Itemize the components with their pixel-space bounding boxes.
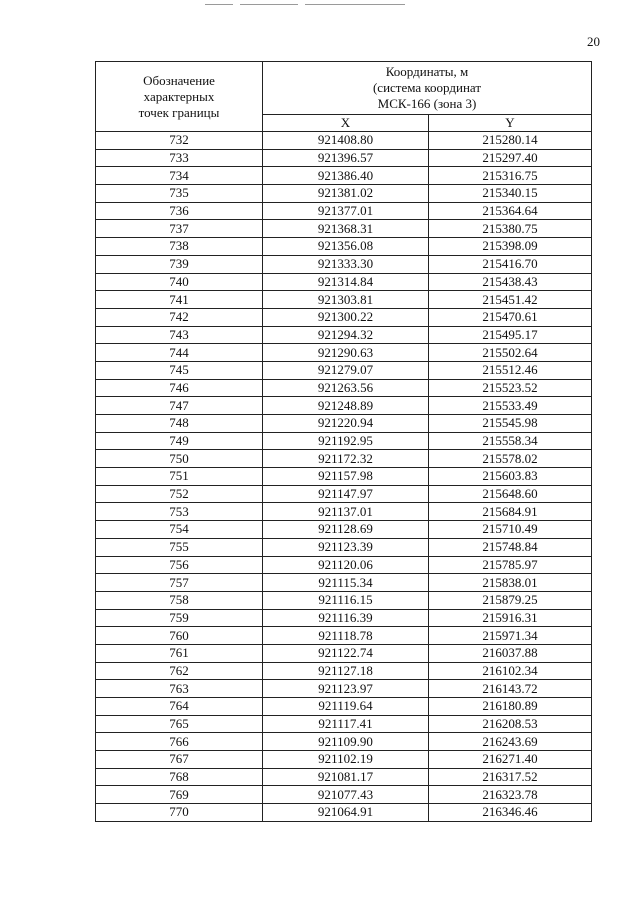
y-coordinate-cell: 215523.52 <box>429 379 592 397</box>
y-coordinate-cell: 215710.49 <box>429 521 592 539</box>
y-coordinate-cell: 215364.64 <box>429 202 592 220</box>
y-coordinate-cell: 215684.91 <box>429 503 592 521</box>
point-id-cell: 746 <box>96 379 263 397</box>
y-coordinate-cell: 215603.83 <box>429 468 592 486</box>
y-coordinate-cell: 215512.46 <box>429 361 592 379</box>
y-coordinate-cell: 215748.84 <box>429 538 592 556</box>
x-coordinate-cell: 921081.17 <box>263 768 429 786</box>
table-row <box>96 609 592 627</box>
table-row <box>96 326 592 344</box>
scan-artifact-line <box>205 4 233 5</box>
table-row <box>96 556 592 574</box>
y-coordinate-cell: 216323.78 <box>429 786 592 804</box>
x-coordinate-cell: 921116.39 <box>263 609 429 627</box>
point-id-cell: 745 <box>96 361 263 379</box>
y-coordinate-cell: 215451.42 <box>429 291 592 309</box>
coordinates-table <box>95 61 592 822</box>
point-id-cell: 761 <box>96 644 263 662</box>
table-body <box>96 132 592 822</box>
points-column-header <box>96 62 263 132</box>
point-id-cell: 770 <box>96 804 263 822</box>
y-coordinate-cell: 216208.53 <box>429 715 592 733</box>
y-coordinate-cell: 215648.60 <box>429 485 592 503</box>
table-row <box>96 644 592 662</box>
x-coordinate-cell: 921356.08 <box>263 238 429 256</box>
y-coordinate-cell: 215533.49 <box>429 397 592 415</box>
table-row <box>96 627 592 645</box>
point-id-cell: 758 <box>96 591 263 609</box>
table-row <box>96 733 592 751</box>
x-coordinate-cell: 921314.84 <box>263 273 429 291</box>
point-id-cell: 732 <box>96 132 263 150</box>
table-row <box>96 450 592 468</box>
x-coordinate-cell: 921381.02 <box>263 185 429 203</box>
point-id-cell: 736 <box>96 202 263 220</box>
point-id-cell: 740 <box>96 273 263 291</box>
y-column-header: Y <box>429 114 592 131</box>
x-coordinate-cell: 921290.63 <box>263 344 429 362</box>
coords-header-line: (система координат <box>372 79 482 95</box>
point-id-cell: 744 <box>96 344 263 362</box>
y-coordinate-cell: 216243.69 <box>429 733 592 751</box>
point-id-cell: 769 <box>96 786 263 804</box>
point-id-cell: 742 <box>96 308 263 326</box>
table-row <box>96 273 592 291</box>
table-row <box>96 167 592 185</box>
point-id-cell: 768 <box>96 768 263 786</box>
table-row <box>96 468 592 486</box>
y-coordinate-cell: 215879.25 <box>429 591 592 609</box>
x-coordinate-cell: 921116.15 <box>263 591 429 609</box>
x-coordinate-cell: 921122.74 <box>263 644 429 662</box>
x-coordinate-cell: 921115.34 <box>263 574 429 592</box>
y-coordinate-cell: 215545.98 <box>429 415 592 433</box>
table-row <box>96 680 592 698</box>
x-coordinate-cell: 921128.69 <box>263 521 429 539</box>
table-row <box>96 768 592 786</box>
x-coordinate-cell: 921127.18 <box>263 662 429 680</box>
x-coordinate-cell: 921408.80 <box>263 132 429 150</box>
table-row <box>96 149 592 167</box>
point-id-cell: 748 <box>96 415 263 433</box>
x-coordinate-cell: 921303.81 <box>263 291 429 309</box>
point-id-cell: 737 <box>96 220 263 238</box>
x-coordinate-cell: 921248.89 <box>263 397 429 415</box>
x-coordinate-cell: 921119.64 <box>263 698 429 716</box>
table-row <box>96 344 592 362</box>
point-id-cell: 751 <box>96 468 263 486</box>
point-id-cell: 753 <box>96 503 263 521</box>
y-coordinate-cell: 216271.40 <box>429 751 592 769</box>
points-header-line: точек границы <box>138 104 220 120</box>
point-id-cell: 754 <box>96 521 263 539</box>
y-coordinate-cell: 215380.75 <box>429 220 592 238</box>
y-coordinate-cell: 215785.97 <box>429 556 592 574</box>
table-row <box>96 662 592 680</box>
table-row <box>96 132 592 150</box>
point-id-cell: 763 <box>96 680 263 698</box>
table-row <box>96 715 592 733</box>
point-id-cell: 749 <box>96 432 263 450</box>
x-coordinate-cell: 921172.32 <box>263 450 429 468</box>
table-row <box>96 397 592 415</box>
scan-artifact-line <box>240 4 298 5</box>
x-coordinate-cell: 921064.91 <box>263 804 429 822</box>
point-id-cell: 765 <box>96 715 263 733</box>
x-coordinate-cell: 921368.31 <box>263 220 429 238</box>
x-coordinate-cell: 921300.22 <box>263 308 429 326</box>
point-id-cell: 741 <box>96 291 263 309</box>
table-row <box>96 521 592 539</box>
table-row <box>96 804 592 822</box>
table-row <box>96 485 592 503</box>
point-id-cell: 752 <box>96 485 263 503</box>
y-coordinate-cell: 215416.70 <box>429 255 592 273</box>
table-row <box>96 361 592 379</box>
x-coordinate-cell: 921109.90 <box>263 733 429 751</box>
y-coordinate-cell: 216102.34 <box>429 662 592 680</box>
point-id-cell: 750 <box>96 450 263 468</box>
coordinates-column-header <box>263 62 592 115</box>
y-coordinate-cell: 216037.88 <box>429 644 592 662</box>
x-coordinate-cell: 921396.57 <box>263 149 429 167</box>
table-row <box>96 220 592 238</box>
coords-header-line: Координаты, м <box>385 63 469 79</box>
point-id-cell: 766 <box>96 733 263 751</box>
y-coordinate-cell: 215838.01 <box>429 574 592 592</box>
table-row <box>96 538 592 556</box>
x-coordinate-cell: 921279.07 <box>263 361 429 379</box>
table-header <box>96 62 592 132</box>
scan-artifact-line <box>305 4 405 5</box>
table-row <box>96 308 592 326</box>
coords-header-line: МСК-166 (зона 3) <box>377 95 477 111</box>
x-coordinate-cell: 921147.97 <box>263 485 429 503</box>
point-id-cell: 764 <box>96 698 263 716</box>
y-coordinate-cell: 215398.09 <box>429 238 592 256</box>
x-coordinate-cell: 921263.56 <box>263 379 429 397</box>
x-coordinate-cell: 921077.43 <box>263 786 429 804</box>
x-coordinate-cell: 921120.06 <box>263 556 429 574</box>
x-coordinate-cell: 921137.01 <box>263 503 429 521</box>
y-coordinate-cell: 215578.02 <box>429 450 592 468</box>
points-header-line: характерных <box>143 88 215 104</box>
y-coordinate-cell: 216180.89 <box>429 698 592 716</box>
table-row <box>96 591 592 609</box>
x-coordinate-cell: 921157.98 <box>263 468 429 486</box>
point-id-cell: 735 <box>96 185 263 203</box>
x-coordinate-cell: 921118.78 <box>263 627 429 645</box>
y-coordinate-cell: 216317.52 <box>429 768 592 786</box>
x-coordinate-cell: 921386.40 <box>263 167 429 185</box>
table-row <box>96 415 592 433</box>
y-coordinate-cell: 215316.75 <box>429 167 592 185</box>
y-coordinate-cell: 215558.34 <box>429 432 592 450</box>
table-row <box>96 751 592 769</box>
point-id-cell: 738 <box>96 238 263 256</box>
y-coordinate-cell: 215971.34 <box>429 627 592 645</box>
point-id-cell: 767 <box>96 751 263 769</box>
table-row <box>96 698 592 716</box>
table-row <box>96 291 592 309</box>
point-id-cell: 739 <box>96 255 263 273</box>
point-id-cell: 762 <box>96 662 263 680</box>
x-coordinate-cell: 921117.41 <box>263 715 429 733</box>
table-row <box>96 255 592 273</box>
point-id-cell: 755 <box>96 538 263 556</box>
x-coordinate-cell: 921220.94 <box>263 415 429 433</box>
x-coordinate-cell: 921377.01 <box>263 202 429 220</box>
x-coordinate-cell: 921192.95 <box>263 432 429 450</box>
x-coordinate-cell: 921102.19 <box>263 751 429 769</box>
y-coordinate-cell: 216143.72 <box>429 680 592 698</box>
x-coordinate-cell: 921294.32 <box>263 326 429 344</box>
y-coordinate-cell: 215470.61 <box>429 308 592 326</box>
y-coordinate-cell: 215502.64 <box>429 344 592 362</box>
table-row <box>96 379 592 397</box>
x-coordinate-cell: 921123.97 <box>263 680 429 698</box>
points-header-line: Обозначение <box>143 72 215 88</box>
table-row <box>96 503 592 521</box>
table-row <box>96 202 592 220</box>
table-row <box>96 238 592 256</box>
y-coordinate-cell: 215297.40 <box>429 149 592 167</box>
point-id-cell: 743 <box>96 326 263 344</box>
y-coordinate-cell: 215916.31 <box>429 609 592 627</box>
point-id-cell: 733 <box>96 149 263 167</box>
point-id-cell: 747 <box>96 397 263 415</box>
point-id-cell: 757 <box>96 574 263 592</box>
x-column-header: X <box>263 114 429 131</box>
y-coordinate-cell: 215438.43 <box>429 273 592 291</box>
table-row <box>96 786 592 804</box>
point-id-cell: 756 <box>96 556 263 574</box>
point-id-cell: 734 <box>96 167 263 185</box>
table-row <box>96 574 592 592</box>
x-coordinate-cell: 921333.30 <box>263 255 429 273</box>
y-coordinate-cell: 216346.46 <box>429 804 592 822</box>
point-id-cell: 760 <box>96 627 263 645</box>
y-coordinate-cell: 215280.14 <box>429 132 592 150</box>
table-row <box>96 185 592 203</box>
page-number: 20 <box>587 34 600 49</box>
point-id-cell: 759 <box>96 609 263 627</box>
x-coordinate-cell: 921123.39 <box>263 538 429 556</box>
y-coordinate-cell: 215495.17 <box>429 326 592 344</box>
y-coordinate-cell: 215340.15 <box>429 185 592 203</box>
table-row <box>96 432 592 450</box>
